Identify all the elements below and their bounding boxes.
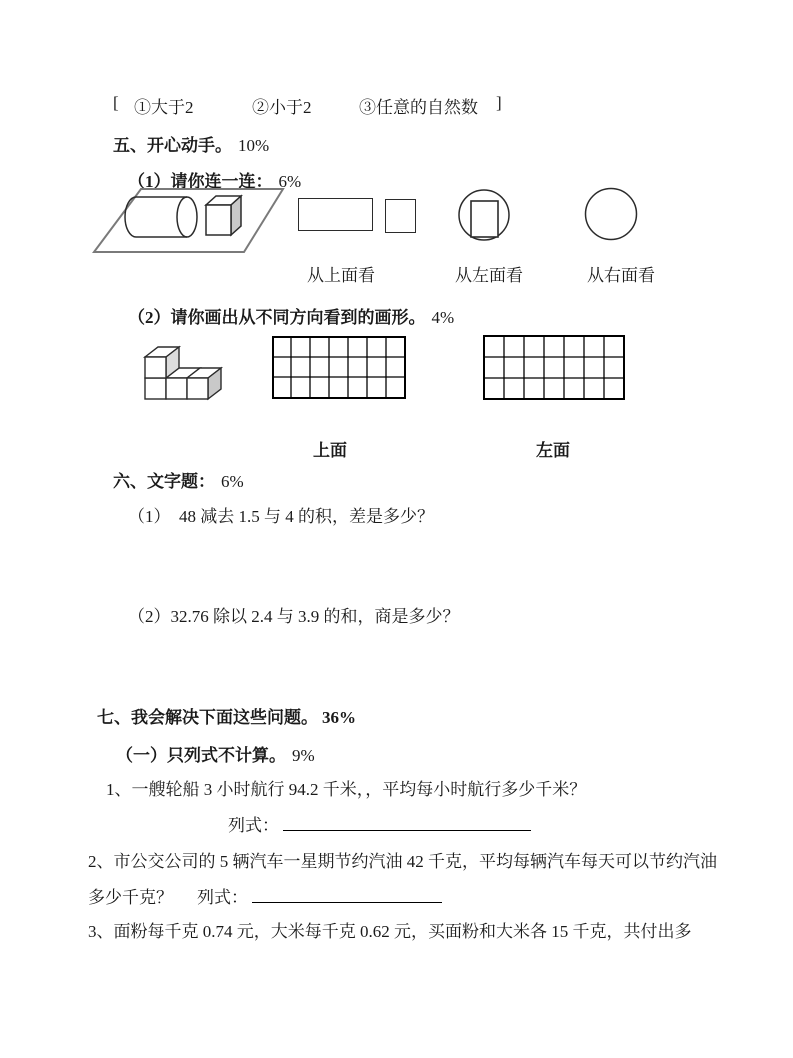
section-six-score: 6% [221,472,244,491]
section-five-task2-label [128,303,454,328]
figure-left-view-circle-rectangle [456,188,514,246]
view-label-top: 从上面看 [307,266,375,285]
figure-right-view-circle [583,187,639,243]
left-view-rectangle [471,201,498,237]
task1-score: 6% [278,172,302,191]
grid-border-left [484,336,624,399]
question-2-line2-text: 多少千克？ [88,888,173,907]
grid-lines-top [273,337,405,398]
figure-top-view-square [385,199,416,233]
grid-label-top: 上面 [313,441,347,460]
option-3: ③任意的自然数 [359,98,478,117]
option-1: ①大于2 [134,98,194,117]
task1-label-text: （1）请你连一连： [128,172,273,191]
section-seven-question-1: 1、一艘轮船 3 小时航行 94.2 千米，，平均每小时航行多少千米？ [106,780,587,799]
section-seven-heading [97,703,356,728]
options-bracket-open: [ [113,93,119,112]
right-view-circle [586,189,637,240]
expression-blank-2 [252,885,442,903]
section-six-question-2: （2）32.76 除以 2.4 与 3.9 的和，商是多少？ [128,607,460,626]
figure-top-view-rectangle [298,198,373,231]
view-label-left: 从左面看 [455,266,523,285]
answer-grid-left-view [483,335,625,400]
section-five-heading-text: 五、开心动手。 [113,136,232,155]
expression-label-2: 列式： [197,888,248,907]
expression-label-1: 列式： [228,816,279,835]
section-five-heading [113,131,269,156]
section-six-question-1: （1） 48 减去 1.5 与 4 的积，差是多少？ [128,507,434,526]
plane-parallelogram [94,189,283,252]
section-six-heading-text: 六、文字题： [113,472,215,491]
subsection-heading-text: （一）只列式不计算。 [116,746,286,765]
subsection-score: 9% [292,746,315,765]
grid-border-top [273,337,405,398]
cylinder-shape [125,197,197,237]
figure-cylinder-cuboid-on-plane [92,185,294,259]
view-label-right: 从右面看 [587,266,655,285]
section-five-score: 10% [238,136,270,155]
cuboid-shape [206,196,241,235]
section-seven-question-2-line2 [88,883,442,908]
expression-blank-1 [283,813,531,831]
cube-stack-shapes [145,347,221,399]
grid-label-left: 左面 [536,441,570,460]
answer-grid-top-view [272,336,406,399]
section-seven-question-3: 3、面粉每千克 0.74 元，大米每千克 0.62 元，买面粉和大米各 15 千克，共付出多 [88,922,692,941]
section-seven-score: 36% [322,708,356,727]
figure-cube-stack [141,331,241,409]
section-seven-heading-text: 七、我会解决下面这些问题。 [97,708,318,727]
expression-line-1 [228,811,531,836]
options-bracket-close: ] [496,93,502,112]
section-six-heading [113,467,244,492]
option-2: ②小于2 [252,98,312,117]
grid-lines-left [484,336,624,399]
section-seven-question-2-line1: 2、市公交公司的 5 辆汽车一星期节约汽油 42 千克，平均每辆汽车每天可以节约汽油 [88,852,717,871]
task2-score: 4% [431,308,455,327]
task2-label-text: （2）请你画出从不同方向看到的画形。 [128,308,426,327]
section-seven-subsection-heading [116,741,315,766]
